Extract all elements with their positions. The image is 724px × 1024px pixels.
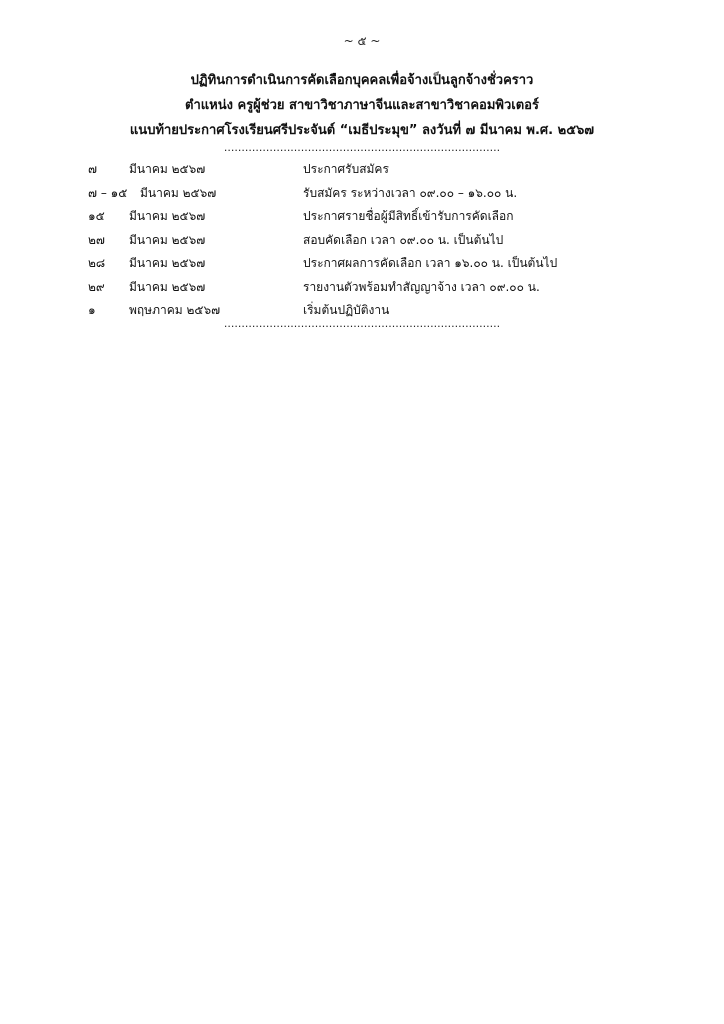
- schedule-row: [88, 160, 648, 184]
- page-number: ~ ๕ ~: [343, 34, 381, 48]
- schedule-event: ประกาศผลการคัดเลือก เวลา ๑๖.๐๐ น. เป็นต้นไป: [303, 256, 558, 270]
- schedule-event: รับสมัคร ระหว่างเวลา ๐๙.๐๐ – ๑๖.๐๐ น.: [303, 185, 518, 200]
- schedule-event: เริ่มต้นปฏิบัติงาน: [303, 303, 390, 317]
- schedule-month-year: มีนาคม ๒๕๖๗: [129, 209, 206, 223]
- schedule-row: [88, 231, 648, 255]
- schedule-event: ประกาศรับสมัคร: [303, 162, 389, 176]
- document-title-line-3: แนบท้ายประกาศโรงเรียนศรีประจันต์ “เมธีประมุข” ลงวันที่ ๗ มีนาคม พ.ศ. ๒๕๖๗: [129, 123, 595, 138]
- document-title-line-1: ปฏิทินการดำเนินการคัดเลือกบุคคลเพื่อจ้างเป็นลูกจ้างชั่วคราว: [190, 73, 534, 88]
- separator-top: ...............................................................................: [223, 141, 501, 154]
- schedule-month-year: พฤษภาคม ๒๕๖๗: [129, 303, 221, 317]
- schedule-day: ๒๙: [88, 279, 105, 294]
- schedule-month-year: มีนาคม ๒๕๖๗: [129, 232, 206, 247]
- schedule-row: [88, 278, 648, 302]
- schedule-day: ๗: [88, 162, 98, 176]
- schedule-month-year: มีนาคม ๒๕๖๗: [140, 185, 217, 200]
- schedule-day: ๒๘: [88, 256, 106, 270]
- schedule-day: ๑๕: [88, 209, 105, 223]
- schedule-day: ๑: [88, 303, 96, 317]
- schedule-list: [88, 160, 648, 325]
- schedule-day: ๒๗: [88, 232, 105, 247]
- schedule-month-year: มีนาคม ๒๕๖๗: [129, 279, 206, 294]
- schedule-event: ประกาศรายชื่อผู้มีสิทธิ์เข้ารับการคัดเลือก: [303, 209, 514, 223]
- schedule-event: สอบคัดเลือก เวลา ๐๙.๐๐ น. เป็นต้นไป: [303, 232, 504, 247]
- schedule-row: [88, 207, 648, 231]
- schedule-month-year: มีนาคม ๒๕๖๗: [129, 256, 206, 270]
- schedule-event: รายงานตัวพร้อมทำสัญญาจ้าง เวลา ๐๙.๐๐ น.: [303, 279, 540, 294]
- schedule-month-year: มีนาคม ๒๕๖๗: [129, 162, 206, 176]
- schedule-row: [88, 254, 648, 278]
- schedule-row: [88, 184, 648, 208]
- schedule-day: ๗ – ๑๕: [88, 185, 128, 200]
- separator-bottom: ...............................................................................: [223, 317, 501, 330]
- document-title-line-2: ตำแหน่ง ครูผู้ช่วย สาขาวิชาภาษาจีนและสาขาวิชาคอมพิวเตอร์: [185, 98, 539, 113]
